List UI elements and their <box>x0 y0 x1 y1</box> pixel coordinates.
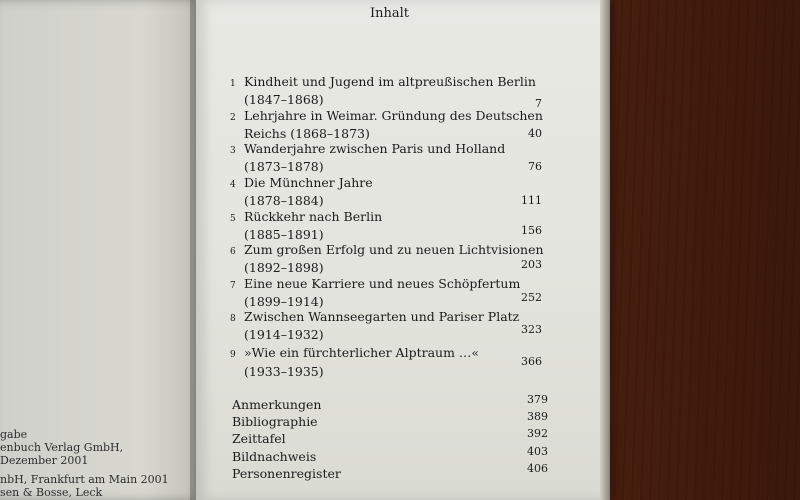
chapter-page: 323 <box>521 323 542 336</box>
page-edge <box>600 0 610 500</box>
chapter-dates: (1878–1884) <box>244 193 324 208</box>
page-title: Inhalt <box>370 6 410 21</box>
chapter-page: 111 <box>521 194 542 207</box>
chapter-dates: (1885–1891) <box>244 227 324 242</box>
back-matter-page: 379 <box>527 393 548 406</box>
back-matter-page: 389 <box>527 410 548 423</box>
back-matter-label: Bibliographie <box>232 414 318 429</box>
chapter-title: Kindheit und Jugend im altpreußischen Berlin <box>244 74 536 89</box>
chapter-dates: Reichs (1868–1873) <box>244 126 370 141</box>
chapter-dates: (1847–1868) <box>244 92 324 107</box>
back-matter-page: 392 <box>527 427 548 440</box>
back-matter-page: 403 <box>527 445 548 458</box>
chapter-title: Zum großen Erfolg und zu neuen Lichtvisionen <box>244 242 544 257</box>
chapter-page: 76 <box>528 160 542 173</box>
chapter-dates: (1892–1898) <box>244 260 324 275</box>
chapter-number: 8 <box>230 314 236 324</box>
chapter-page: 40 <box>528 127 542 140</box>
chapter-page: 366 <box>521 355 542 368</box>
chapter-number: 2 <box>230 113 236 123</box>
chapter-title: »Wie ein fürchterlicher Alptraum …« <box>244 345 480 360</box>
chapter-dates: (1873–1878) <box>244 159 324 174</box>
back-matter-page: 406 <box>527 462 548 475</box>
chapter-page: 7 <box>535 97 542 110</box>
chapter-title: Die Münchner Jahre <box>244 175 373 190</box>
chapter-number: 9 <box>230 350 236 360</box>
imprint-line: nbH, Frankfurt am Main 2001 <box>0 473 169 486</box>
imprint-line: sen & Bosse, Leck <box>0 486 103 499</box>
chapter-title: Lehrjahre in Weimar. Gründung des Deutschen <box>244 108 543 123</box>
chapter-number: 4 <box>230 180 236 190</box>
imprint-line: enbuch Verlag GmbH, <box>0 441 124 454</box>
back-matter-label: Bildnachweis <box>232 449 317 464</box>
chapter-dates: (1914–1932) <box>244 327 324 342</box>
imprint-text <box>0 428 190 499</box>
imprint-line: gabe <box>0 428 28 441</box>
chapter-title: Wanderjahre zwischen Paris und Holland <box>244 141 506 156</box>
chapter-number: 6 <box>230 247 236 257</box>
chapter-number: 5 <box>230 214 236 224</box>
chapter-page: 156 <box>521 224 542 237</box>
chapter-number: 7 <box>230 281 236 291</box>
chapter-dates: (1933–1935) <box>244 364 324 379</box>
left-page <box>0 0 205 500</box>
back-matter-label: Zeittafel <box>232 431 286 446</box>
chapter-page: 252 <box>521 291 542 304</box>
back-matter-label: Personenregister <box>232 466 341 481</box>
chapter-title: Zwischen Wannseegarten und Pariser Platz <box>244 309 520 324</box>
imprint-line: Dezember 2001 <box>0 454 89 467</box>
chapter-number: 3 <box>230 146 236 156</box>
chapter-dates: (1899–1914) <box>244 294 324 309</box>
chapter-title: Rückkehr nach Berlin <box>244 209 383 224</box>
back-matter-label: Anmerkungen <box>232 397 322 412</box>
chapter-number: 1 <box>230 79 236 89</box>
chapter-title: Eine neue Karriere und neues Schöpfertum <box>244 276 521 291</box>
chapter-page: 203 <box>521 258 542 271</box>
